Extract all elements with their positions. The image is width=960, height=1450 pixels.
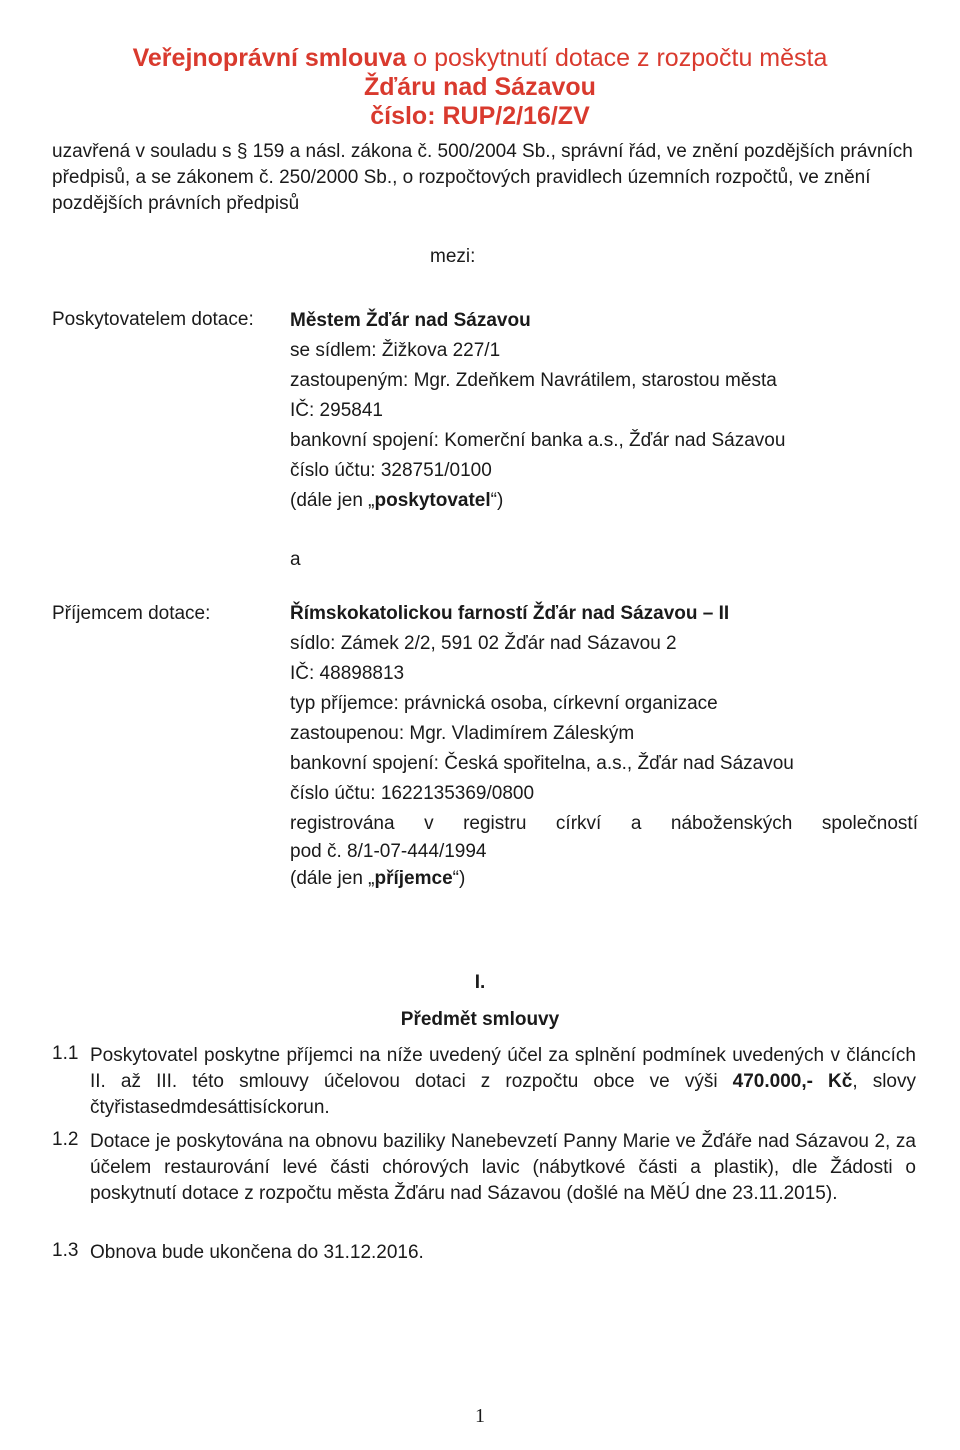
clause-number: 1.3 (52, 1240, 79, 1261)
provider-ic: IČ: 295841 (290, 400, 383, 421)
recipient-represented: zastoupenou: Mgr. Vladimírem Záleským (290, 723, 635, 744)
recipient-block (290, 599, 918, 894)
recipient-name: Římskokatolickou farností Žďár nad Sázavou – II (290, 603, 730, 624)
clause-amount: 470.000,- Kč (732, 1071, 853, 1092)
provider-seat: se sídlem: Žižkova 227/1 (290, 340, 501, 361)
title-line-2: Žďáru nad Sázavou (364, 73, 596, 101)
provider-alias-bold: poskytovatel (374, 490, 491, 511)
clause-number: 1.1 (52, 1043, 79, 1064)
clause-text: Dotace je poskytována na obnovu baziliky Nanebevzetí Panny Marie ve Žďáře nad Sázavou 2, za účelem restaurování levé části chórových lavic (nábytkové části a plastik), dle Žádosti o poskytnutí dotace z rozpočtu města Žďáru nad Sázavou (došlé na MěÚ dne 23.11.2015). (90, 1131, 916, 1204)
clause-1-2 (52, 1129, 916, 1207)
provider-block (290, 306, 918, 516)
recipient-alias-pre: (dále jen „ (290, 868, 375, 889)
provider-label: Poskytovatelem dotace: (52, 309, 254, 330)
recipient-ic: IČ: 48898813 (290, 663, 405, 684)
title-line-3: číslo: RUP/2/16/ZV (370, 102, 590, 130)
between-label: mezi: (430, 246, 476, 267)
provider-alias (290, 486, 918, 516)
section-number: I. (474, 972, 486, 993)
recipient-registry: registrována v registru církví a náboženských společností (290, 813, 918, 834)
clause-text (90, 1043, 916, 1121)
clause-text-pre: Poskytovatel poskytne příjemci na níže uvedený účel za splnění podmínek uvedených v článcích II. až III. této smlouvy účelovou dotaci z rozpočtu obce ve výši (90, 1045, 916, 1092)
page-number: 1 (475, 1405, 485, 1427)
provider-alias-pre: (dále jen „ (290, 490, 375, 511)
provider-represented: zastoupeným: Mgr. Zdeňkem Navrátilem, starostou města (290, 370, 777, 391)
provider-bank: bankovní spojení: Komerční banka a.s., Žďár nad Sázavou (290, 430, 786, 451)
provider-account: číslo účtu: 328751/0100 (290, 460, 492, 481)
recipient-type: typ příjemce: právnická osoba, církevní organizace (290, 693, 718, 714)
conjunction: a (290, 549, 301, 570)
title-line-1 (0, 44, 960, 73)
title-line-1-bold: Veřejnoprávní smlouva (132, 44, 407, 72)
recipient-bank: bankovní spojení: Česká spořitelna, a.s., Žďár nad Sázavou (290, 753, 794, 774)
legal-basis-text: uzavřená v souladu s § 159 a násl. zákona č. 500/2004 Sb., správní řád, ve znění pozdějších právních předpisů, a se zákonem č. 250/2000 Sb., o rozpočtových pravidlech územních rozpočtů, ve znění pozdějších právních předpisů (52, 141, 913, 214)
clause-1-1 (52, 1043, 916, 1121)
recipient-alias-post: “) (452, 868, 466, 889)
recipient-account: číslo účtu: 1622135369/0800 (290, 783, 535, 804)
title-line-1-rest: o poskytnutí dotace z rozpočtu města (406, 44, 828, 72)
provider-name: Městem Žďár nad Sázavou (290, 310, 531, 331)
clause-text-post: , slovy čtyřistasedmdesáttisíckorun. (90, 1071, 916, 1118)
clause-number: 1.2 (52, 1129, 79, 1150)
recipient-alias (290, 864, 918, 894)
section-title: Předmět smlouvy (400, 1009, 560, 1030)
clause-text: Obnova bude ukončena do 31.12.2016. (90, 1242, 424, 1263)
recipient-alias-bold: příjemce (374, 868, 453, 889)
recipient-label: Příjemcem dotace: (52, 603, 211, 624)
clause-1-3 (52, 1240, 916, 1266)
provider-alias-post: “) (490, 490, 504, 511)
recipient-registry-number: pod č. 8/1-07-444/1994 (290, 841, 487, 862)
recipient-seat: sídlo: Zámek 2/2, 591 02 Žďár nad Sázavou 2 (290, 633, 677, 654)
document-title (0, 44, 960, 131)
